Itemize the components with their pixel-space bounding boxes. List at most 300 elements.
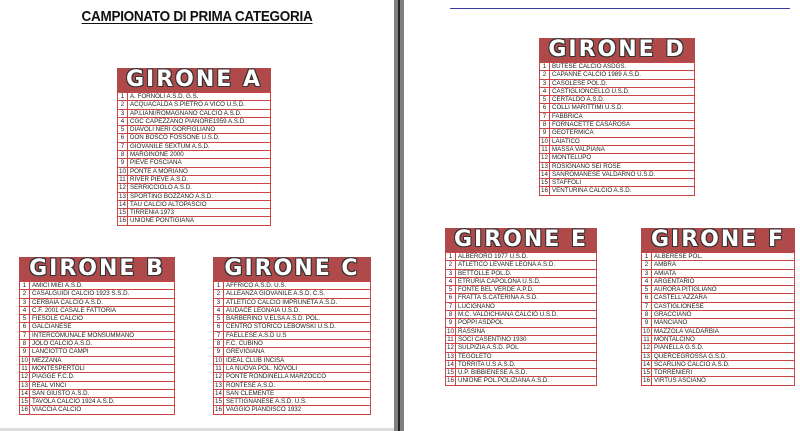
team-name: ACQUACALDA S.PIETRO A VICO U.S.D. bbox=[128, 101, 271, 109]
team-name: RIVER PIEVE A.S.D. bbox=[128, 175, 271, 183]
team-number: 1 bbox=[446, 253, 456, 261]
team-number: 10 bbox=[119, 167, 126, 175]
team-name: ATLETICO LEVANE LEONA A.S.D. bbox=[456, 261, 597, 269]
table-row bbox=[540, 104, 695, 112]
team-name: C.F. 2001 CASALE FATTORIA bbox=[30, 306, 175, 314]
team-number: 11 bbox=[215, 364, 222, 372]
girone-c-header bbox=[213, 257, 371, 281]
team-name: INTERCOMUNALE MONSUMMANO bbox=[30, 331, 175, 339]
team-name: ROSIGNANO SEI ROSE bbox=[550, 162, 695, 170]
team-name: BUTESE CALCIO ASDGS. bbox=[550, 63, 695, 71]
team-name: MONTESPERTOLI bbox=[30, 364, 175, 372]
team-name: DON BOSCO FOSSONE U.S.D. bbox=[128, 134, 271, 142]
table-row bbox=[642, 311, 795, 319]
team-number: 16 bbox=[119, 217, 126, 225]
team-name: SERRICCIOLO A.S.D. bbox=[128, 184, 271, 192]
team-number: 1 bbox=[20, 282, 30, 290]
team-name: AFFRICO A.S.D. U.S. bbox=[224, 282, 371, 290]
table-row bbox=[642, 294, 795, 302]
table-row bbox=[446, 344, 597, 352]
team-number: 2 bbox=[20, 290, 30, 298]
team-number: 2 bbox=[446, 261, 456, 269]
team-name: ALBERESE POL. bbox=[652, 253, 795, 261]
girone-d-title: GIRONE D bbox=[548, 38, 686, 62]
team-number: 6 bbox=[214, 323, 224, 331]
team-number: 5 bbox=[214, 315, 224, 323]
table-row bbox=[540, 112, 695, 120]
table-row bbox=[20, 398, 175, 406]
table-row bbox=[20, 406, 175, 414]
girone-b-title: GIRONE B bbox=[29, 257, 165, 281]
team-name: GIOVANILE SEXTUM A.S.D. bbox=[128, 142, 271, 150]
team-number: 12 bbox=[21, 373, 28, 381]
team-name: TAVOLA CALCIO 1924 A.S.D. bbox=[30, 398, 175, 406]
team-number: 7 bbox=[540, 112, 550, 120]
team-number: 10 bbox=[21, 356, 28, 364]
team-name: RASSINA bbox=[456, 327, 597, 335]
team-number: 8 bbox=[446, 311, 456, 319]
team-name: AP.LIANI/ROMAGNANO CALCIO A.S.D. bbox=[128, 109, 271, 117]
team-name: MARGINONE 2000 bbox=[128, 151, 271, 159]
table-row bbox=[642, 302, 795, 310]
team-number: 6 bbox=[118, 134, 128, 142]
team-name: IDEAL CLUB INCISA bbox=[224, 356, 371, 364]
girone-d-header bbox=[539, 38, 695, 62]
team-name: PONTE A MORIANO bbox=[128, 167, 271, 175]
team-number: 8 bbox=[540, 121, 550, 129]
table-row bbox=[540, 63, 695, 71]
team-number: 3 bbox=[642, 269, 652, 277]
team-number: 12 bbox=[119, 184, 126, 192]
team-name: DIAVOLI NERI GORFIGLIANO bbox=[128, 126, 271, 134]
team-name: BARBERINO V.ELSA A.S.D. POL. bbox=[224, 315, 371, 323]
table-row bbox=[642, 352, 795, 360]
girone-c-table bbox=[213, 281, 371, 415]
team-name: CAPANNE CALCIO 1989 A.S.D. bbox=[550, 71, 695, 79]
team-number: 6 bbox=[446, 294, 456, 302]
team-name: SAN GIUSTO A.S.D. bbox=[30, 389, 175, 397]
table-row bbox=[214, 348, 371, 356]
table-row bbox=[20, 389, 175, 397]
table-row bbox=[540, 137, 695, 145]
table-row bbox=[118, 142, 271, 150]
team-number: 16 bbox=[21, 406, 28, 414]
team-number: 12 bbox=[643, 344, 650, 352]
table-row bbox=[20, 381, 175, 389]
table-row bbox=[214, 398, 371, 406]
team-name: TEGOLETO bbox=[456, 352, 597, 360]
team-name: AMICI MIEI A.S.D. bbox=[30, 282, 175, 290]
team-name: TORRENIERI bbox=[652, 369, 795, 377]
team-name: MASSA VALPIANA bbox=[550, 145, 695, 153]
team-name: MANCIANO bbox=[652, 319, 795, 327]
girone-f-title: GIRONE F bbox=[650, 228, 785, 252]
team-name: AUDACE LEGNAIA U.S.D. bbox=[224, 306, 371, 314]
team-number: 14 bbox=[541, 170, 548, 178]
team-name: FONTE BEL VERDE A.P.D. bbox=[456, 286, 597, 294]
team-number: 3 bbox=[214, 298, 224, 306]
team-number: 11 bbox=[447, 335, 454, 343]
table-row bbox=[642, 327, 795, 335]
girone-a-table bbox=[117, 92, 271, 226]
team-name: LUCIGNANO bbox=[456, 302, 597, 310]
team-number: 14 bbox=[447, 360, 454, 368]
team-number: 2 bbox=[540, 71, 550, 79]
table-row bbox=[118, 159, 271, 167]
team-name: UNIONE POL.POLIZIANA A.S.D. bbox=[456, 377, 597, 385]
team-name: CENTRO STORICO LEBOWSKI U.S.D. bbox=[224, 323, 371, 331]
table-row bbox=[446, 377, 597, 385]
team-number: 8 bbox=[642, 311, 652, 319]
team-name: QUERCEGROSSA G.S.D. bbox=[652, 352, 795, 360]
table-row bbox=[446, 352, 597, 360]
team-name: TORRITA U.S A.S.D. bbox=[456, 360, 597, 368]
team-number: 13 bbox=[447, 352, 454, 360]
team-number: 8 bbox=[118, 151, 128, 159]
team-number: 1 bbox=[642, 253, 652, 261]
table-row bbox=[20, 315, 175, 323]
team-name: SAN CLEMENTE bbox=[224, 389, 371, 397]
team-name: MAZZOLA VALDARBIA bbox=[652, 327, 795, 335]
table-row bbox=[214, 373, 371, 381]
team-name: VENTURINA CALCIO A.S.D. bbox=[550, 187, 695, 195]
team-name: CASTIGLIONCELLO U.S.D. bbox=[550, 87, 695, 95]
team-number: 5 bbox=[118, 126, 128, 134]
table-row bbox=[642, 377, 795, 385]
girone-b-header bbox=[19, 257, 175, 281]
team-name: POPPI ASDPOL bbox=[456, 319, 597, 327]
team-name: CERTALDO A.S.D. bbox=[550, 96, 695, 104]
girone-f-header bbox=[641, 228, 795, 252]
girone-a bbox=[117, 68, 271, 226]
team-name: F.C. CUBINO bbox=[224, 340, 371, 348]
table-row bbox=[118, 209, 271, 217]
table-row bbox=[446, 302, 597, 310]
team-name: VAGGIO PIANDISCO 1932 bbox=[224, 406, 371, 414]
table-row bbox=[118, 175, 271, 183]
team-name: STAFFOLI bbox=[550, 179, 695, 187]
table-row bbox=[446, 335, 597, 343]
table-row bbox=[20, 298, 175, 306]
team-name: MEZZANA bbox=[30, 356, 175, 364]
table-row bbox=[20, 373, 175, 381]
team-number: 11 bbox=[643, 335, 650, 343]
table-row bbox=[540, 154, 695, 162]
team-number: 13 bbox=[643, 352, 650, 360]
table-row bbox=[118, 93, 271, 101]
team-name: LA NUOVA POL. NOVOLI bbox=[224, 364, 371, 372]
team-number: 9 bbox=[540, 129, 550, 137]
table-row bbox=[214, 323, 371, 331]
team-name: CASALGUIDI CALCIO 1923 S.S.D. bbox=[30, 290, 175, 298]
team-name: FORNACETTE CASAROSA bbox=[550, 121, 695, 129]
table-row bbox=[118, 126, 271, 134]
girone-e-title: GIRONE E bbox=[453, 228, 588, 252]
team-name: TIRRENIA 1973 bbox=[128, 209, 271, 217]
girone-b bbox=[19, 257, 175, 415]
team-number: 3 bbox=[118, 109, 128, 117]
table-row bbox=[446, 369, 597, 377]
table-row bbox=[214, 381, 371, 389]
table-row bbox=[20, 331, 175, 339]
table-row bbox=[118, 184, 271, 192]
team-number: 15 bbox=[643, 369, 650, 377]
team-name: SETTIGNANESE A.S.D. U.S. bbox=[224, 398, 371, 406]
team-name: MONTELUPO bbox=[550, 154, 695, 162]
team-number: 16 bbox=[215, 406, 222, 414]
team-number: 12 bbox=[541, 154, 548, 162]
table-row bbox=[20, 306, 175, 314]
team-number: 15 bbox=[21, 398, 28, 406]
team-name: VIACCIA CALCIO bbox=[30, 406, 175, 414]
table-row bbox=[540, 162, 695, 170]
team-number: 10 bbox=[541, 137, 548, 145]
team-name: SCARLINO CALCIO A.S.D. bbox=[652, 360, 795, 368]
table-row bbox=[118, 109, 271, 117]
team-name: CASTELL'AZZARA bbox=[652, 294, 795, 302]
table-row bbox=[20, 348, 175, 356]
table-row bbox=[540, 179, 695, 187]
team-name: GEOTERMICA bbox=[550, 129, 695, 137]
girone-d-table bbox=[539, 62, 695, 196]
team-number: 14 bbox=[215, 389, 222, 397]
team-name: CASTIGLIONESE bbox=[652, 302, 795, 310]
table-row bbox=[20, 364, 175, 372]
girone-f-table bbox=[641, 252, 795, 386]
team-name: A. FORNOLI A.S.D. G.S. bbox=[128, 93, 271, 101]
girone-e-table bbox=[445, 252, 597, 386]
table-row bbox=[118, 192, 271, 200]
team-number: 16 bbox=[643, 377, 650, 385]
team-name: FRATTA S.CATERINA A.S.D. bbox=[456, 294, 597, 302]
table-row bbox=[214, 315, 371, 323]
team-number: 5 bbox=[540, 96, 550, 104]
team-number: 13 bbox=[215, 381, 222, 389]
team-number: 15 bbox=[215, 398, 222, 406]
table-row bbox=[20, 290, 175, 298]
team-number: 5 bbox=[642, 286, 652, 294]
team-number: 9 bbox=[214, 348, 224, 356]
team-number: 11 bbox=[21, 364, 28, 372]
table-row bbox=[118, 134, 271, 142]
team-number: 9 bbox=[642, 319, 652, 327]
team-number: 4 bbox=[20, 306, 30, 314]
team-number: 2 bbox=[214, 290, 224, 298]
table-row bbox=[446, 277, 597, 285]
team-number: 6 bbox=[20, 323, 30, 331]
team-number: 16 bbox=[447, 377, 454, 385]
table-row bbox=[540, 71, 695, 79]
team-name: PONTE RONDINELLA MARZOCCO bbox=[224, 373, 371, 381]
team-number: 14 bbox=[21, 389, 28, 397]
team-name: BETTOLLE POL.D. bbox=[456, 269, 597, 277]
team-number: 6 bbox=[540, 104, 550, 112]
team-name: LAIATICO bbox=[550, 137, 695, 145]
team-number: 2 bbox=[642, 261, 652, 269]
team-number: 2 bbox=[118, 101, 128, 109]
team-name: M.C. VALDICHIANA CALCIO U.S.D. bbox=[456, 311, 597, 319]
table-row bbox=[446, 311, 597, 319]
table-row bbox=[642, 369, 795, 377]
table-row bbox=[118, 151, 271, 159]
team-number: 15 bbox=[447, 369, 454, 377]
team-name: SANROMANESE VALDARNO U.S.D. bbox=[550, 170, 695, 178]
team-name: FIESOLE CALCIO bbox=[30, 315, 175, 323]
team-number: 9 bbox=[118, 159, 128, 167]
table-row bbox=[214, 306, 371, 314]
team-number: 1 bbox=[214, 282, 224, 290]
girone-d bbox=[539, 38, 695, 196]
team-number: 6 bbox=[642, 294, 652, 302]
team-number: 3 bbox=[20, 298, 30, 306]
team-number: 15 bbox=[541, 179, 548, 187]
table-row bbox=[446, 294, 597, 302]
team-name: UNIONE PONTIGIANA bbox=[128, 217, 271, 225]
team-name: AMIATA bbox=[652, 269, 795, 277]
table-row bbox=[642, 335, 795, 343]
girone-a-title: GIRONE A bbox=[125, 68, 262, 92]
team-name: ATLETICO CALCIO IMPRUNETA A.S.D. bbox=[224, 298, 371, 306]
team-number: 9 bbox=[446, 319, 456, 327]
team-name: CGC CAPEZZANO PIANORE1959 A.S.D. bbox=[128, 117, 271, 125]
team-name: ARGENTARIO bbox=[652, 277, 795, 285]
team-name: SOCI CASENTINO 1930 bbox=[456, 335, 597, 343]
team-number: 10 bbox=[447, 327, 454, 335]
team-number: 11 bbox=[541, 145, 548, 153]
table-row bbox=[20, 323, 175, 331]
team-number: 9 bbox=[20, 348, 30, 356]
team-number: 4 bbox=[642, 277, 652, 285]
girone-b-table bbox=[19, 281, 175, 415]
table-row bbox=[446, 253, 597, 261]
girone-e bbox=[445, 228, 597, 386]
page-separator bbox=[398, 0, 400, 431]
table-row bbox=[118, 101, 271, 109]
team-number: 14 bbox=[119, 200, 126, 208]
table-row bbox=[118, 117, 271, 125]
team-number: 1 bbox=[118, 93, 128, 101]
header-rule bbox=[450, 8, 790, 9]
team-number: 15 bbox=[119, 209, 126, 217]
table-row bbox=[446, 261, 597, 269]
table-row bbox=[214, 356, 371, 364]
team-number: 7 bbox=[642, 302, 652, 310]
table-row bbox=[642, 344, 795, 352]
team-name: LANCIOTTO CAMPI bbox=[30, 348, 175, 356]
team-number: 8 bbox=[20, 340, 30, 348]
team-name: ALBERORO 1977 U.S.D. bbox=[456, 253, 597, 261]
team-number: 4 bbox=[446, 277, 456, 285]
table-row bbox=[642, 253, 795, 261]
table-row bbox=[642, 360, 795, 368]
table-row bbox=[446, 360, 597, 368]
team-name: FABBRICA bbox=[550, 112, 695, 120]
table-row bbox=[642, 286, 795, 294]
table-row bbox=[446, 286, 597, 294]
team-number: 12 bbox=[215, 373, 222, 381]
team-name: AMBRA bbox=[652, 261, 795, 269]
team-number: 13 bbox=[119, 192, 126, 200]
team-name: PIAGGE F.C.D. bbox=[30, 373, 175, 381]
girone-c bbox=[213, 257, 371, 415]
team-name: TAU CALCIO ALTOPASCIO bbox=[128, 200, 271, 208]
table-row bbox=[214, 340, 371, 348]
team-number: 11 bbox=[119, 175, 126, 183]
table-row bbox=[214, 389, 371, 397]
table-row bbox=[214, 364, 371, 372]
team-name: GALCIANESE bbox=[30, 323, 175, 331]
document-title: CAMPIONATO DI PRIMA CATEGORIA bbox=[81, 8, 313, 25]
team-name: PIANELLA G.S.D. bbox=[652, 344, 795, 352]
table-row bbox=[20, 282, 175, 290]
table-row bbox=[642, 277, 795, 285]
table-row bbox=[214, 406, 371, 414]
table-row bbox=[540, 187, 695, 195]
team-number: 7 bbox=[118, 142, 128, 150]
team-number: 12 bbox=[447, 344, 454, 352]
girone-c-title: GIRONE C bbox=[224, 257, 360, 281]
table-row bbox=[118, 200, 271, 208]
table-row bbox=[540, 121, 695, 129]
team-name: JOLO CALCIO A.S.D. bbox=[30, 340, 175, 348]
table-row bbox=[642, 261, 795, 269]
team-name: COLLI MARITTIMI U.S.D. bbox=[550, 104, 695, 112]
table-row bbox=[214, 331, 371, 339]
table-row bbox=[214, 290, 371, 298]
team-number: 4 bbox=[118, 117, 128, 125]
team-number: 4 bbox=[540, 87, 550, 95]
team-number: 7 bbox=[446, 302, 456, 310]
table-row bbox=[446, 319, 597, 327]
table-row bbox=[540, 170, 695, 178]
table-row bbox=[540, 79, 695, 87]
table-row bbox=[540, 129, 695, 137]
team-name: SULPIZIA A.S.D. POL bbox=[456, 344, 597, 352]
team-name: GREVIGIANA bbox=[224, 348, 371, 356]
team-number: 1 bbox=[540, 63, 550, 71]
table-row bbox=[540, 145, 695, 153]
girone-e-header bbox=[445, 228, 597, 252]
team-number: 13 bbox=[21, 381, 28, 389]
team-name: FAELLESE A.S.D U.S bbox=[224, 331, 371, 339]
team-number: 5 bbox=[446, 286, 456, 294]
team-number: 8 bbox=[214, 340, 224, 348]
team-name: SPORTING BOZZANO A.S.D. bbox=[128, 192, 271, 200]
team-number: 5 bbox=[20, 315, 30, 323]
team-name: CERBAIA CALCIO A.S.D. bbox=[30, 298, 175, 306]
team-number: 10 bbox=[215, 356, 222, 364]
table-row bbox=[540, 96, 695, 104]
table-row bbox=[20, 356, 175, 364]
team-number: 14 bbox=[643, 360, 650, 368]
team-number: 7 bbox=[20, 331, 30, 339]
team-number: 13 bbox=[541, 162, 548, 170]
team-name: MONTALCINO bbox=[652, 335, 795, 343]
table-row bbox=[214, 282, 371, 290]
table-row bbox=[540, 87, 695, 95]
team-name: PIEVE FOSCIANA bbox=[128, 159, 271, 167]
table-row bbox=[446, 269, 597, 277]
team-name: AURORA PITIGLIANO bbox=[652, 286, 795, 294]
team-name: CASOLESE POL.D. bbox=[550, 79, 695, 87]
table-row bbox=[118, 217, 271, 225]
table-row bbox=[446, 327, 597, 335]
team-name: VIRTUS ASCIANO bbox=[652, 377, 795, 385]
team-number: 3 bbox=[540, 79, 550, 87]
team-name: RONTESE A.S.D. bbox=[224, 381, 371, 389]
table-row bbox=[214, 298, 371, 306]
team-name: ETRURIA CAPOLONA U.S.D. bbox=[456, 277, 597, 285]
